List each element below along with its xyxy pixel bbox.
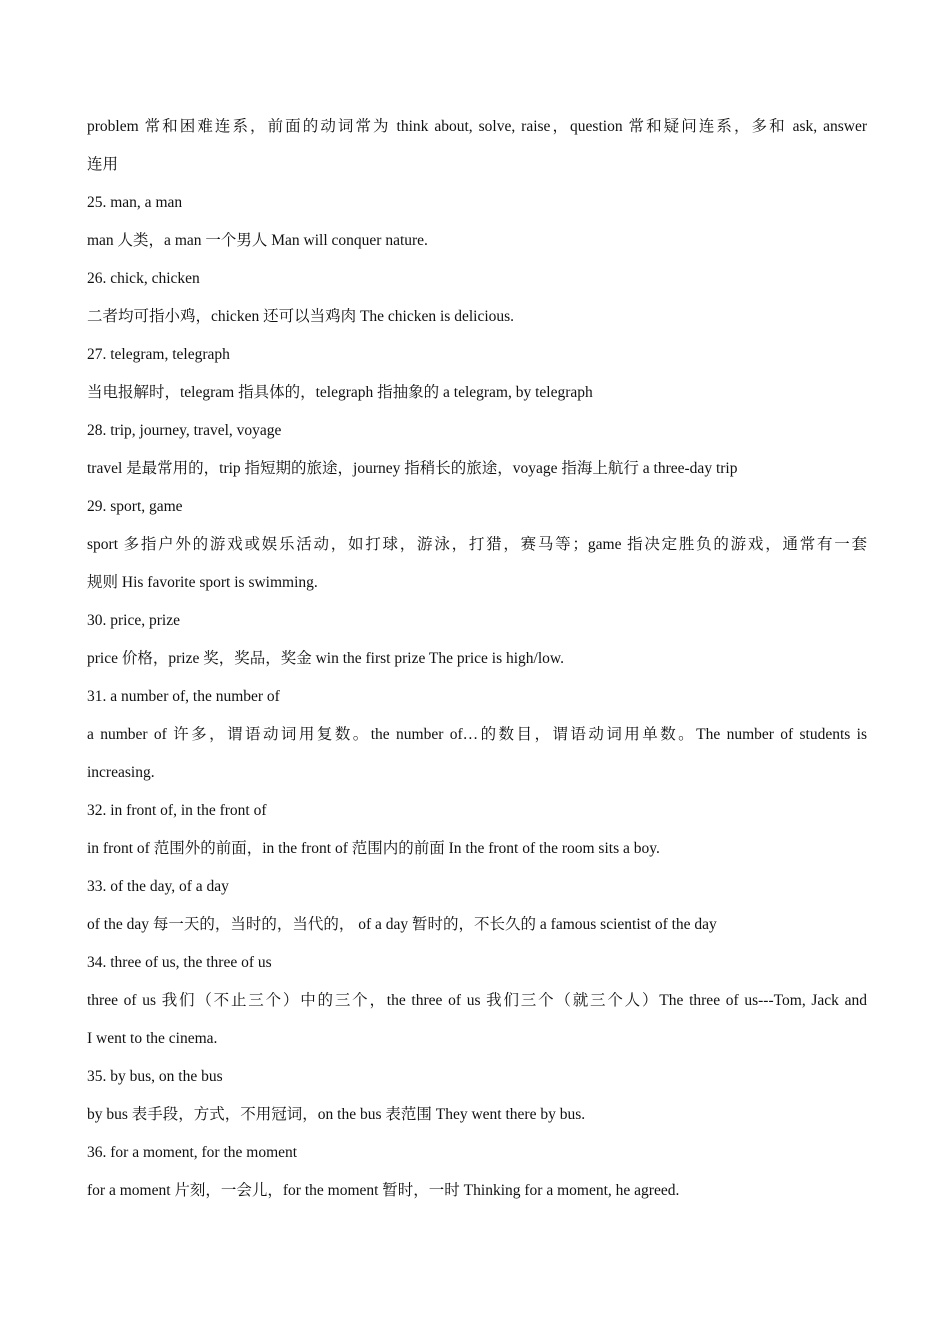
paragraph-line: increasing. — [87, 764, 155, 781]
paragraph-line: by bus 表手段，方式，不用冠词，on the bus 表范围 They went there by bus. — [87, 1106, 586, 1123]
entry-heading: 32. in front of, in the front of — [87, 802, 267, 819]
paragraph-line: 规则 His favorite sport is swimming. — [87, 574, 318, 591]
entry-heading: 25. man, a man — [87, 194, 183, 211]
paragraph-line: of the day 每一天的，当时的，当代的， of a day 暂时的，不长久的 a famous scientist of the day — [87, 916, 717, 933]
entry-heading: 27. telegram, telegraph — [87, 346, 230, 363]
paragraph-line: 二者均可指小鸡，chicken 还可以当鸡肉 The chicken is delicious. — [87, 308, 515, 325]
entry-heading: 28. trip, journey, travel, voyage — [87, 422, 282, 439]
paragraph-line: travel 是最常用的，trip 指短期的旅途，journey 指稍长的旅途，voyage 指海上航行 a three-day trip — [87, 460, 738, 477]
paragraph-line: for a moment 片刻，一会儿，for the moment 暂时，一时 Thinking for a moment, he agreed. — [87, 1182, 680, 1199]
entry-heading: 36. for a moment, for the moment — [87, 1144, 298, 1161]
entry-heading: 29. sport, game — [87, 498, 183, 515]
entry-heading: 30. price, prize — [87, 612, 180, 629]
paragraph-line: price 价格，prize 奖，奖品，奖金 win the first prize The price is high/low. — [87, 650, 564, 667]
paragraph-line: sport 多指户外的游戏或娱乐活动，如打球，游泳，打猎，赛马等；game 指决定胜负的游戏，通常有一套 — [87, 536, 867, 553]
entry-heading: 26. chick, chicken — [87, 270, 200, 287]
entry-heading: 34. three of us, the three of us — [87, 954, 272, 971]
paragraph-line: problem 常和困难连系，前面的动词常为 think about, solve, raise，question 常和疑问连系，多和 ask, answer — [87, 118, 867, 135]
paragraph-line: man 人类，a man 一个男人 Man will conquer nature. — [87, 232, 428, 249]
paragraph-line: in front of 范围外的前面，in the front of 范围内的前面 In the front of the room sits a boy. — [87, 840, 660, 857]
entry-heading: 35. by bus, on the bus — [87, 1068, 223, 1085]
paragraph-line: I went to the cinema. — [87, 1030, 218, 1047]
paragraph-line: a number of 许多，谓语动词用复数。the number of…的数目，谓语动词用单数。The number of students is — [87, 726, 867, 743]
entry-heading: 33. of the day, of a day — [87, 878, 229, 895]
paragraph-line: 连用 — [87, 156, 119, 173]
paragraph-line: three of us 我们（不止三个）中的三个，the three of us 我们三个（就三个人）The three of us---Tom, Jack and — [87, 992, 867, 1009]
entry-heading: 31. a number of, the number of — [87, 688, 280, 705]
document-page — [87, 108, 867, 1210]
paragraph-line: 当电报解时，telegram 指具体的，telegraph 指抽象的 a telegram, by telegraph — [87, 384, 593, 401]
